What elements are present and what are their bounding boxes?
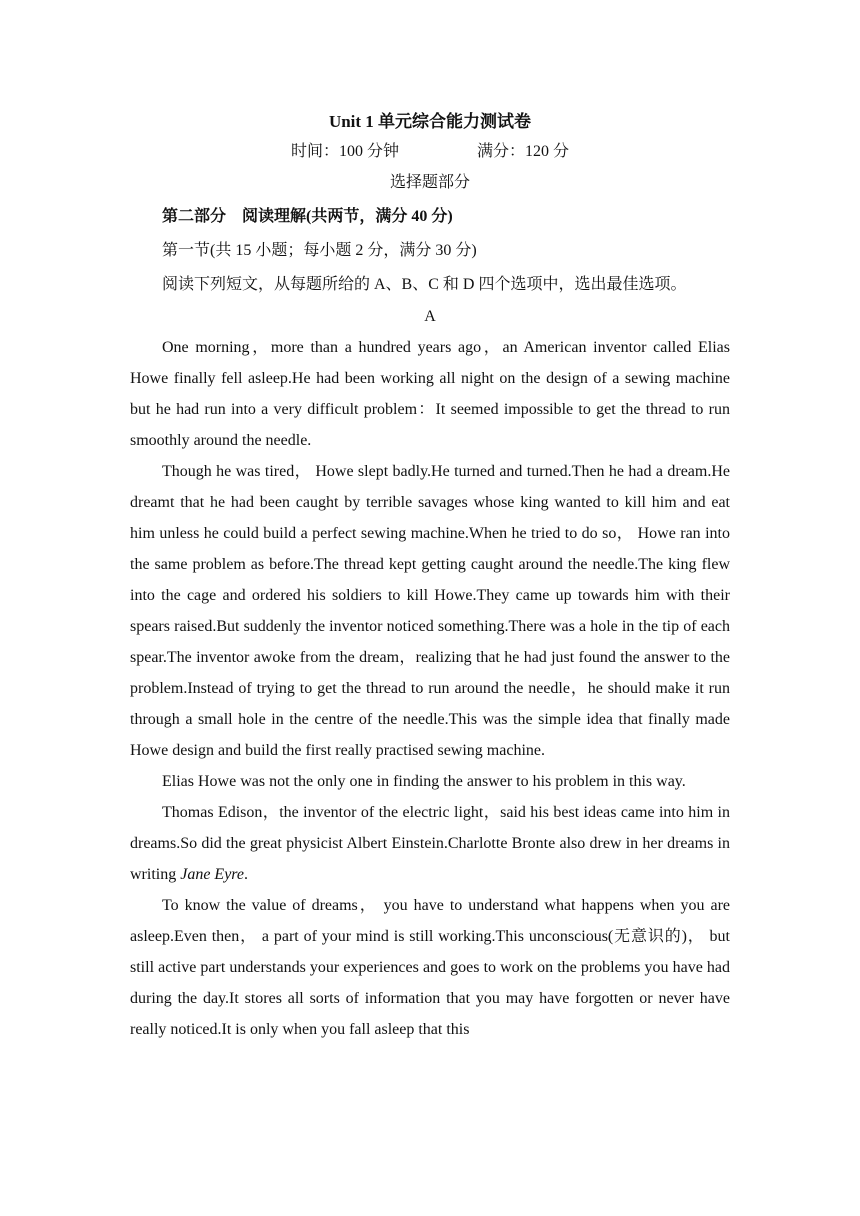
paragraph-3: Elias Howe was not the only one in finding the answer to his problem in this way. <box>162 773 686 790</box>
paragraph-2: Though he was tired， Howe slept badly.He turned and turned.Then he had a dream.He dreamt that he had been caught by terrible savages whose king wanted to kill him and eat him unless he could build a perfect sewing machine.When he tried to do so， Howe ran into the same problem as before.The thread kept getting caught around the needle.The king flew into the cage and ordered his soldiers to kill Howe.They came up towards him with their spears raised.But suddenly the inventor noticed something.There was a hole in the tip of each spear.The inventor awoke from the dream，realizing that he had just found the answer to the problem.Instead of trying to get the thread to run around the needle，he should make it run through a small hole in the centre of the needle.This was the simple idea that finally made Howe design and build the first really practised sewing machine. <box>130 463 730 759</box>
book-title: Jane Eyre <box>180 866 245 883</box>
exam-meta <box>130 138 730 166</box>
instruction: 阅读下列短文，从每题所给的 A、B、C 和 D 四个选项中，选出最佳选项。 <box>162 276 687 293</box>
section-title: 选择题部分 <box>389 174 470 191</box>
time-limit: 时间：100 分钟 <box>290 143 399 160</box>
part-subheading: 第一节(共 15 小题；每小题 2 分，满分 30 分) <box>162 242 477 259</box>
page-title: Unit 1 单元综合能力测试卷 <box>328 112 532 131</box>
paragraph-4 <box>130 797 730 890</box>
part-heading: 第二部分 阅读理解(共两节，满分 40 分) <box>162 208 453 225</box>
paragraph-4-text: Thomas Edison，the inventor of the electric light，said his best ideas came into him in dreams.So did the great physicist Albert Einstein.Charlotte Bronte also drew in her dreams in writing <box>130 804 730 883</box>
exam-page <box>130 108 730 1045</box>
total-score: 满分：120 分 <box>477 143 570 160</box>
paragraph-5: To know the value of dreams， you have to understand what happens when you are asleep.Even then， a part of your mind is still working.This unconscious(无意识的)， but still active part understands your experiences and goes to work on the problems you have had during the day.It stores all sorts of information that you may have forgotten or never have really noticed.It is only when you fall asleep that this <box>130 897 730 1038</box>
passage-letter: A <box>424 308 436 325</box>
paragraph-1: One morning，more than a hundred years ago，an American inventor called Elias Howe finally fell asleep.He had been working all night on the design of a sewing machine but he had run into a very difficult problem：It seemed impossible to get the thread to run smoothly around the needle. <box>130 339 730 449</box>
paragraph-4-end: . <box>244 866 249 883</box>
